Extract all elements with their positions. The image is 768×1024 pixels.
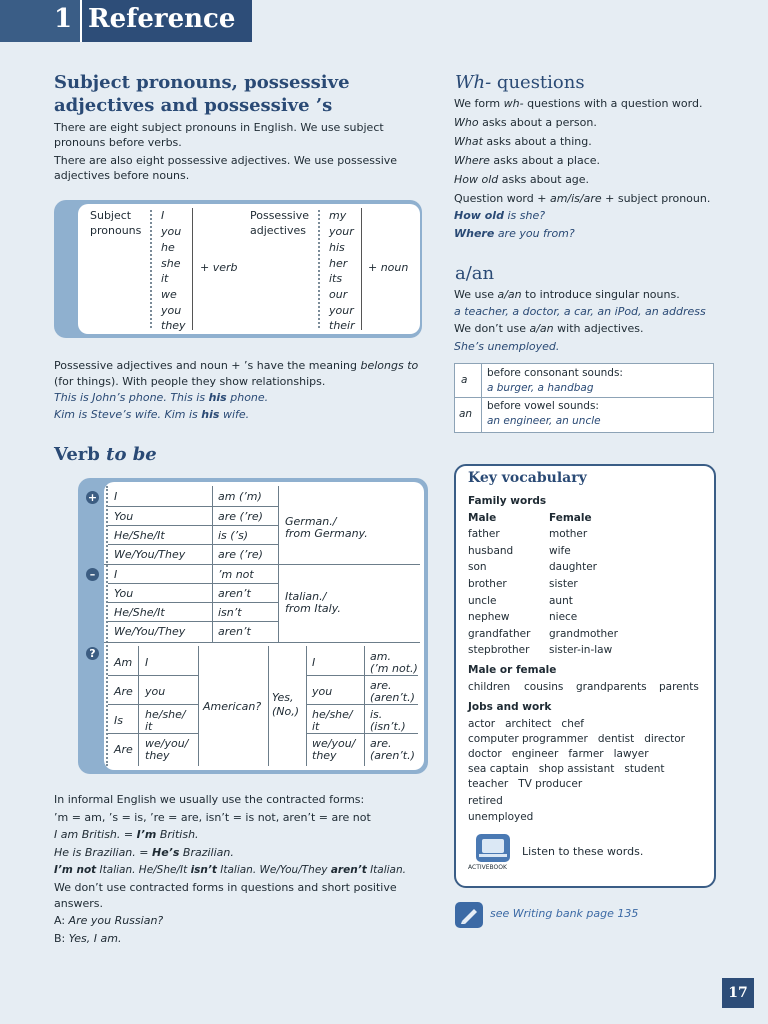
- article-a: a: [461, 374, 468, 386]
- male-word: grandfather: [468, 628, 531, 640]
- verb-cell: is (’s): [218, 529, 249, 542]
- complement-cell: German./: [285, 515, 337, 528]
- a-examples: a burger, a handbag: [487, 382, 594, 394]
- question-verb: Is: [114, 714, 123, 727]
- answer-subject: I: [312, 656, 316, 669]
- row-rule: [108, 675, 198, 676]
- noun-label: + noun: [368, 261, 409, 274]
- complement-cell: Italian./: [285, 590, 327, 603]
- divider: [192, 208, 193, 330]
- male-word: stepbrother: [468, 644, 530, 656]
- wh-example-2: Where are you from?: [454, 227, 575, 240]
- possessive-adjective: their: [329, 319, 355, 332]
- question-subject: he/she/: [145, 708, 186, 721]
- female-heading: Female: [549, 512, 592, 524]
- verb-cell: isn’t: [218, 606, 242, 619]
- jobs-line: computer programmer dentist director: [468, 733, 685, 745]
- complement-cell: from Germany.: [285, 527, 368, 540]
- key-vocabulary-title: Key vocabulary: [468, 470, 587, 486]
- male-word: brother: [468, 578, 507, 590]
- article-an: an: [459, 408, 473, 420]
- row-rule: [212, 525, 278, 526]
- wh-questions-heading: Wh- questions: [455, 72, 585, 93]
- possessive-label: Possessive: [250, 209, 309, 222]
- row-rule: [212, 544, 278, 545]
- verb-cell: ’m not: [218, 568, 254, 581]
- pronouns-heading-line1: Subject pronouns, possessive: [54, 72, 350, 93]
- subject-pronoun: they: [161, 319, 186, 332]
- wh-rule: We form wh- questions with a question word.: [454, 97, 703, 110]
- row-rule: [212, 506, 278, 507]
- possessive-adjective: his: [329, 241, 345, 254]
- row-rule: [108, 733, 198, 734]
- verb-cell: aren’t: [218, 587, 251, 600]
- jobs-line: teacher TV producer: [468, 778, 583, 790]
- a-rule: before consonant sounds:: [487, 367, 623, 379]
- subject-pronoun: you: [161, 304, 182, 317]
- answer-verb: are.: [370, 737, 392, 750]
- subject-cell: I: [114, 568, 118, 581]
- verb-cell: are (’re): [218, 548, 263, 561]
- answer-verb: is.: [370, 708, 383, 721]
- male-heading: Male: [468, 512, 497, 524]
- divider: [481, 364, 482, 432]
- page-number: 17: [722, 978, 754, 1008]
- male-or-female-heading: Male or female: [468, 664, 557, 676]
- mf-word: cousins: [524, 681, 564, 693]
- possessive-label: adjectives: [250, 224, 306, 237]
- a-an-rule-2: We don’t use a/an with adjectives.: [454, 322, 644, 335]
- contracted-forms: ’m = am, ’s = is, ’re = are, isn’t = is not, aren’t = are not: [54, 811, 371, 824]
- contracted-example-2: He is Brazilian. = He’s Brazilian.: [54, 846, 234, 859]
- male-word: father: [468, 528, 500, 540]
- a-an-heading: a/an: [455, 263, 495, 284]
- pronouns-intro-1: There are eight subject pronouns in English. We use subject: [54, 121, 384, 134]
- jobs-line: sea captain shop assistant student: [468, 763, 665, 775]
- row-rule: [108, 525, 212, 526]
- answer-subject: they: [312, 749, 337, 762]
- unit-number: 1: [54, 4, 73, 34]
- contracted-rule-2: answers.: [54, 897, 103, 910]
- an-examples: an engineer, an uncle: [487, 415, 601, 427]
- pronouns-intro-2: pronouns before verbs.: [54, 136, 182, 149]
- verb-to-be-table: [104, 482, 424, 770]
- pronouns-heading-line2: adjectives and possessive ’s: [54, 95, 333, 116]
- contracted-example-3: I’m not Italian. He/She/It isn’t Italian. We/You/They aren’t Italian.: [54, 864, 406, 876]
- positive-icon: +: [87, 491, 98, 504]
- subject-cell: You: [114, 510, 134, 523]
- female-word: niece: [549, 611, 578, 623]
- subject-pronoun: you: [161, 225, 182, 238]
- family-words-heading: Family words: [468, 495, 547, 507]
- unit-number-tab: [0, 0, 80, 42]
- divider: [364, 646, 365, 766]
- possessive-adjective: my: [329, 209, 347, 222]
- answer-verb: (isn’t.): [370, 720, 406, 733]
- subject-cell: We/You/They: [114, 625, 186, 638]
- section-title: Reference: [88, 4, 236, 34]
- answer-subject: we/you/: [312, 737, 356, 750]
- question-subject: you: [145, 685, 166, 698]
- pronouns-intro-4: adjectives before nouns.: [54, 169, 190, 182]
- mf-word: children: [468, 681, 511, 693]
- row-rule: [108, 583, 278, 584]
- subject-pronoun: it: [161, 272, 169, 285]
- question-subject: I: [145, 656, 149, 669]
- a-an-table: [454, 363, 714, 433]
- subject-cell: He/She/It: [114, 529, 165, 542]
- possessive-adjective: its: [329, 272, 343, 285]
- male-word: son: [468, 561, 487, 573]
- possessive-adjective: our: [329, 288, 348, 301]
- jobs-line: retired: [468, 795, 503, 807]
- jobs-heading: Jobs and work: [468, 701, 552, 713]
- answer-verb: am.: [370, 650, 391, 663]
- divider: [268, 646, 269, 766]
- wh-example-1: How old is she?: [454, 209, 546, 222]
- dialog-line-b: B: Yes, I am.: [54, 932, 122, 945]
- row-rule: [306, 733, 418, 734]
- row-rule: [306, 675, 418, 676]
- dialog-line-a: A: Are you Russian?: [54, 914, 164, 927]
- row-rule: [306, 704, 418, 705]
- male-word: nephew: [468, 611, 510, 623]
- divider: [138, 646, 139, 766]
- subject-pronoun: he: [161, 241, 175, 254]
- row-rule: [108, 544, 212, 545]
- answer-verb: (aren’t.): [370, 691, 415, 704]
- male-word: husband: [468, 545, 514, 557]
- answer-verb: are.: [370, 679, 392, 692]
- female-word: aunt: [549, 595, 573, 607]
- section-rule: [104, 564, 420, 565]
- possessive-adjective: your: [329, 304, 354, 317]
- answer-verb: (’m not.): [370, 662, 418, 675]
- section-title-tab: [80, 0, 252, 42]
- subject-pronoun: she: [161, 257, 181, 270]
- answer-subject: it: [312, 720, 320, 733]
- possessive-example-1: This is John’s phone. This is his phone.: [54, 391, 269, 404]
- pronoun-table: [78, 204, 420, 334]
- possessive-example-2: Kim is Steve’s wife. Kim is his wife.: [54, 408, 250, 421]
- laptop-base: [479, 854, 507, 857]
- divider: [106, 486, 108, 766]
- short-answer-yes: Yes,: [272, 691, 294, 704]
- wh-who: Who asks about a person.: [454, 116, 597, 129]
- subject-cell: We/You/They: [114, 548, 186, 561]
- question-icon: ?: [86, 647, 99, 660]
- subject-cell: You: [114, 587, 134, 600]
- a-an-example-1: a teacher, a doctor, a car, an iPod, an address: [454, 305, 706, 318]
- question-verb: Are: [114, 743, 133, 756]
- row-rule: [108, 602, 278, 603]
- possessive-adjective: your: [329, 225, 354, 238]
- row-rule: [108, 621, 278, 622]
- subject-label: pronouns: [90, 224, 142, 237]
- jobs-line: doctor engineer farmer lawyer: [468, 748, 649, 760]
- contracted-example-1: I am British. = I’m British.: [54, 828, 199, 841]
- verb-label: + verb: [200, 261, 238, 274]
- divider: [150, 210, 152, 328]
- mf-word: parents: [659, 681, 699, 693]
- female-word: mother: [549, 528, 588, 540]
- divider: [306, 646, 307, 766]
- subject-cell: He/She/It: [114, 606, 165, 619]
- question-subject: we/you/: [145, 737, 189, 750]
- jobs-line: actor architect chef: [468, 718, 585, 730]
- answer-subject: he/she/: [312, 708, 353, 721]
- pronouns-intro-3: There are also eight possessive adjectives. We use possessive: [54, 154, 398, 167]
- question-subject: it: [145, 720, 153, 733]
- female-word: sister-in-law: [549, 644, 613, 656]
- verb-to-be-heading: Verb to be: [54, 444, 157, 465]
- an-rule: before vowel sounds:: [487, 400, 599, 412]
- subject-pronoun: I: [161, 209, 165, 222]
- a-an-rule-1: We use a/an to introduce singular nouns.: [454, 288, 680, 301]
- writing-bank-link[interactable]: see Writing bank page 135: [490, 907, 639, 920]
- question-verb: Am: [114, 656, 133, 669]
- row-rule: [108, 704, 198, 705]
- wh-structure: Question word + am/is/are + subject pronoun.: [454, 192, 711, 205]
- wh-where: Where asks about a place.: [454, 154, 601, 167]
- subject-cell: I: [114, 490, 118, 503]
- question-complement: American?: [203, 700, 262, 713]
- verb-cell: aren’t: [218, 625, 251, 638]
- subject-label: Subject: [90, 209, 132, 222]
- jobs-line: unemployed: [468, 811, 534, 823]
- possessive-adjective: her: [329, 257, 348, 270]
- verb-cell: am (’m): [218, 490, 262, 503]
- male-word: uncle: [468, 595, 497, 607]
- answer-subject: you: [312, 685, 333, 698]
- contracted-intro: In informal English we usually use the contracted forms:: [54, 793, 365, 806]
- possessive-s-note-2: (for things). With people they show relationships.: [54, 375, 326, 388]
- key-vocabulary-box: [454, 464, 716, 888]
- answer-verb: (aren’t.): [370, 749, 415, 762]
- question-subject: they: [145, 749, 170, 762]
- a-an-example-2: She’s unemployed.: [454, 340, 560, 353]
- mf-word: grandparents: [576, 681, 647, 693]
- female-word: sister: [549, 578, 578, 590]
- row-rule: [108, 506, 212, 507]
- subject-pronoun: we: [161, 288, 177, 301]
- female-word: daughter: [549, 561, 597, 573]
- possessive-s-note-1: Possessive adjectives and noun + ’s have the meaning belongs to: [54, 359, 419, 372]
- complement-cell: from Italy.: [285, 602, 341, 615]
- female-word: grandmother: [549, 628, 618, 640]
- wh-how-old: How old asks about age.: [454, 173, 590, 186]
- active-book-icon[interactable]: [476, 834, 510, 862]
- divider: [361, 208, 362, 330]
- female-word: wife: [549, 545, 571, 557]
- listen-link[interactable]: Listen to these words.: [522, 845, 644, 858]
- negative-icon: –: [86, 568, 99, 581]
- laptop-screen: [482, 839, 504, 853]
- contracted-rule-1: We don’t use contracted forms in questions and short positive: [54, 881, 397, 894]
- active-book-label: ACTIVEBOOK: [468, 864, 507, 871]
- pencil-icon: [455, 902, 483, 928]
- divider: [198, 646, 199, 766]
- wh-what: What asks about a thing.: [454, 135, 592, 148]
- section-rule: [104, 642, 420, 643]
- divider: [318, 210, 320, 328]
- verb-cell: are (’re): [218, 510, 263, 523]
- short-answer-no: (No,): [272, 705, 300, 718]
- question-verb: Are: [114, 685, 133, 698]
